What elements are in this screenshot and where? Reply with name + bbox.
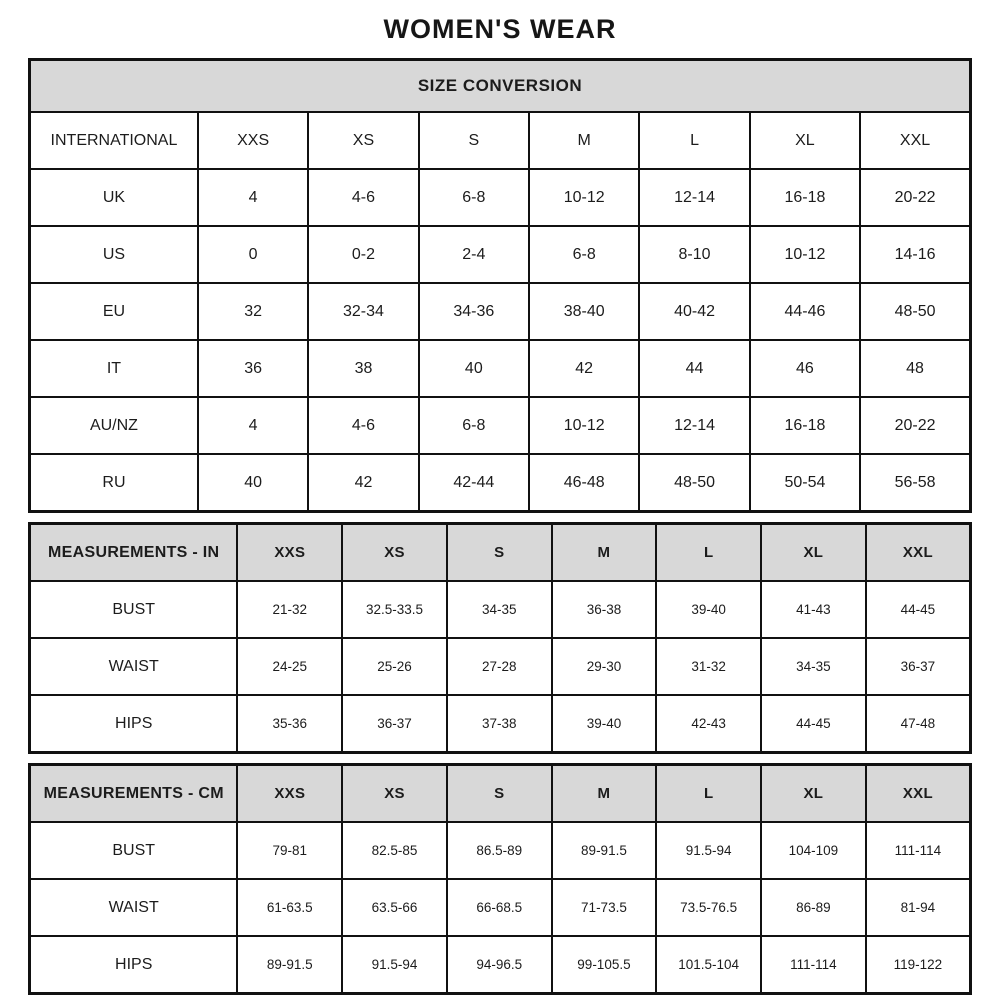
table-row — [30, 169, 971, 226]
size-cell: 42 — [308, 454, 418, 512]
column-header: XL — [761, 765, 866, 823]
measurement-cell: 36-37 — [342, 695, 447, 753]
table-row — [30, 340, 971, 397]
table-row — [30, 879, 971, 936]
measurement-cell: 73.5-76.5 — [656, 879, 761, 936]
measurement-cell: 35-36 — [237, 695, 342, 753]
size-cell: 48 — [860, 340, 970, 397]
size-cell: 4-6 — [308, 169, 418, 226]
row-label: RU — [30, 454, 198, 512]
row-label: UK — [30, 169, 198, 226]
table-banner-row — [30, 60, 971, 113]
size-cell: 14-16 — [860, 226, 970, 283]
size-cell: 38 — [308, 340, 418, 397]
size-cell: 40 — [419, 340, 529, 397]
size-cell: 20-22 — [860, 169, 970, 226]
measurements-cm-title: MEASUREMENTS - CM — [30, 765, 238, 823]
measurement-cell: 82.5-85 — [342, 822, 447, 879]
size-cell: 44 — [639, 340, 749, 397]
size-cell: 32 — [198, 283, 308, 340]
size-cell: 12-14 — [639, 169, 749, 226]
page-title: WOMEN'S WEAR — [383, 14, 617, 44]
size-cell: XXL — [860, 112, 970, 169]
measurement-cell: 44-45 — [761, 695, 866, 753]
size-cell: 4 — [198, 169, 308, 226]
size-cell: 46-48 — [529, 454, 639, 512]
column-header: XS — [342, 524, 447, 582]
column-header: XL — [761, 524, 866, 582]
measurement-cell: 42-43 — [656, 695, 761, 753]
size-cell: M — [529, 112, 639, 169]
row-label: AU/NZ — [30, 397, 198, 454]
column-header: XXS — [237, 524, 342, 582]
measurement-cell: 104-109 — [761, 822, 866, 879]
measurement-cell: 61-63.5 — [237, 879, 342, 936]
size-cell: 46 — [750, 340, 860, 397]
row-label: BUST — [30, 581, 238, 638]
row-label: EU — [30, 283, 198, 340]
row-label: HIPS — [30, 695, 238, 753]
column-header: M — [552, 765, 657, 823]
measurement-cell: 39-40 — [656, 581, 761, 638]
size-cell: 40 — [198, 454, 308, 512]
size-cell: 0-2 — [308, 226, 418, 283]
measurement-cell: 63.5-66 — [342, 879, 447, 936]
measurement-cell: 81-94 — [866, 879, 971, 936]
measurement-cell: 34-35 — [761, 638, 866, 695]
size-cell: XL — [750, 112, 860, 169]
size-cell: 6-8 — [419, 169, 529, 226]
table-row — [30, 638, 971, 695]
column-header: L — [656, 524, 761, 582]
table-row — [30, 581, 971, 638]
column-header: XXL — [866, 524, 971, 582]
size-cell: 40-42 — [639, 283, 749, 340]
size-conversion-table — [28, 58, 972, 513]
size-cell: 4 — [198, 397, 308, 454]
column-header: S — [447, 524, 552, 582]
column-header: S — [447, 765, 552, 823]
measurement-cell: 79-81 — [237, 822, 342, 879]
table-row — [30, 936, 971, 994]
size-cell: 42-44 — [419, 454, 529, 512]
size-cell: 42 — [529, 340, 639, 397]
table-header-row — [30, 765, 971, 823]
measurements-in-title: MEASUREMENTS - IN — [30, 524, 238, 582]
row-label: IT — [30, 340, 198, 397]
column-header: M — [552, 524, 657, 582]
measurement-cell: 36-37 — [866, 638, 971, 695]
row-label: BUST — [30, 822, 238, 879]
size-cell: 8-10 — [639, 226, 749, 283]
measurement-cell: 111-114 — [761, 936, 866, 994]
measurement-cell: 29-30 — [552, 638, 657, 695]
size-cell: 6-8 — [419, 397, 529, 454]
table-row — [30, 226, 971, 283]
table-row — [30, 822, 971, 879]
size-cell: 44-46 — [750, 283, 860, 340]
measurement-cell: 24-25 — [237, 638, 342, 695]
measurement-cell: 31-32 — [656, 638, 761, 695]
measurement-cell: 34-35 — [447, 581, 552, 638]
measurement-cell: 89-91.5 — [237, 936, 342, 994]
size-cell: 36 — [198, 340, 308, 397]
measurement-cell: 111-114 — [866, 822, 971, 879]
size-cell: 2-4 — [419, 226, 529, 283]
measurement-cell: 101.5-104 — [656, 936, 761, 994]
size-cell: 10-12 — [529, 397, 639, 454]
measurement-cell: 27-28 — [447, 638, 552, 695]
row-label: WAIST — [30, 638, 238, 695]
measurement-cell: 86-89 — [761, 879, 866, 936]
measurement-cell: 71-73.5 — [552, 879, 657, 936]
measurement-cell: 66-68.5 — [447, 879, 552, 936]
measurements-cm-table — [28, 763, 972, 995]
size-conversion-title: SIZE CONVERSION — [30, 60, 971, 113]
size-cell: 16-18 — [750, 169, 860, 226]
size-cell: 16-18 — [750, 397, 860, 454]
size-cell: 10-12 — [750, 226, 860, 283]
measurement-cell: 44-45 — [866, 581, 971, 638]
table-row — [30, 397, 971, 454]
measurement-cell: 91.5-94 — [342, 936, 447, 994]
measurement-cell: 86.5-89 — [447, 822, 552, 879]
size-cell: L — [639, 112, 749, 169]
table-row — [30, 695, 971, 753]
table-row — [30, 283, 971, 340]
size-cell: XXS — [198, 112, 308, 169]
size-cell: XS — [308, 112, 418, 169]
size-cell: 20-22 — [860, 397, 970, 454]
measurement-cell: 36-38 — [552, 581, 657, 638]
measurement-cell: 37-38 — [447, 695, 552, 753]
column-header: XXS — [237, 765, 342, 823]
size-cell: 10-12 — [529, 169, 639, 226]
row-label: US — [30, 226, 198, 283]
size-cell: 0 — [198, 226, 308, 283]
size-cell: 34-36 — [419, 283, 529, 340]
size-cell: 6-8 — [529, 226, 639, 283]
measurement-cell: 91.5-94 — [656, 822, 761, 879]
measurement-cell: 94-96.5 — [447, 936, 552, 994]
measurement-cell: 25-26 — [342, 638, 447, 695]
measurement-cell: 41-43 — [761, 581, 866, 638]
table-row — [30, 454, 971, 512]
size-cell: 56-58 — [860, 454, 970, 512]
row-label: HIPS — [30, 936, 238, 994]
size-cell: S — [419, 112, 529, 169]
measurement-cell: 39-40 — [552, 695, 657, 753]
size-cell: 48-50 — [639, 454, 749, 512]
measurements-in-table — [28, 522, 972, 754]
size-cell: 12-14 — [639, 397, 749, 454]
column-header: XXL — [866, 765, 971, 823]
measurement-cell: 21-32 — [237, 581, 342, 638]
size-cell: 38-40 — [529, 283, 639, 340]
measurement-cell: 99-105.5 — [552, 936, 657, 994]
table-header-row — [30, 524, 971, 582]
row-label: WAIST — [30, 879, 238, 936]
measurement-cell: 32.5-33.5 — [342, 581, 447, 638]
table-row — [30, 112, 971, 169]
row-label: INTERNATIONAL — [30, 112, 198, 169]
size-cell: 32-34 — [308, 283, 418, 340]
column-header: XS — [342, 765, 447, 823]
column-header: L — [656, 765, 761, 823]
measurement-cell: 47-48 — [866, 695, 971, 753]
size-cell: 4-6 — [308, 397, 418, 454]
measurement-cell: 119-122 — [866, 936, 971, 994]
size-cell: 50-54 — [750, 454, 860, 512]
measurement-cell: 89-91.5 — [552, 822, 657, 879]
size-cell: 48-50 — [860, 283, 970, 340]
